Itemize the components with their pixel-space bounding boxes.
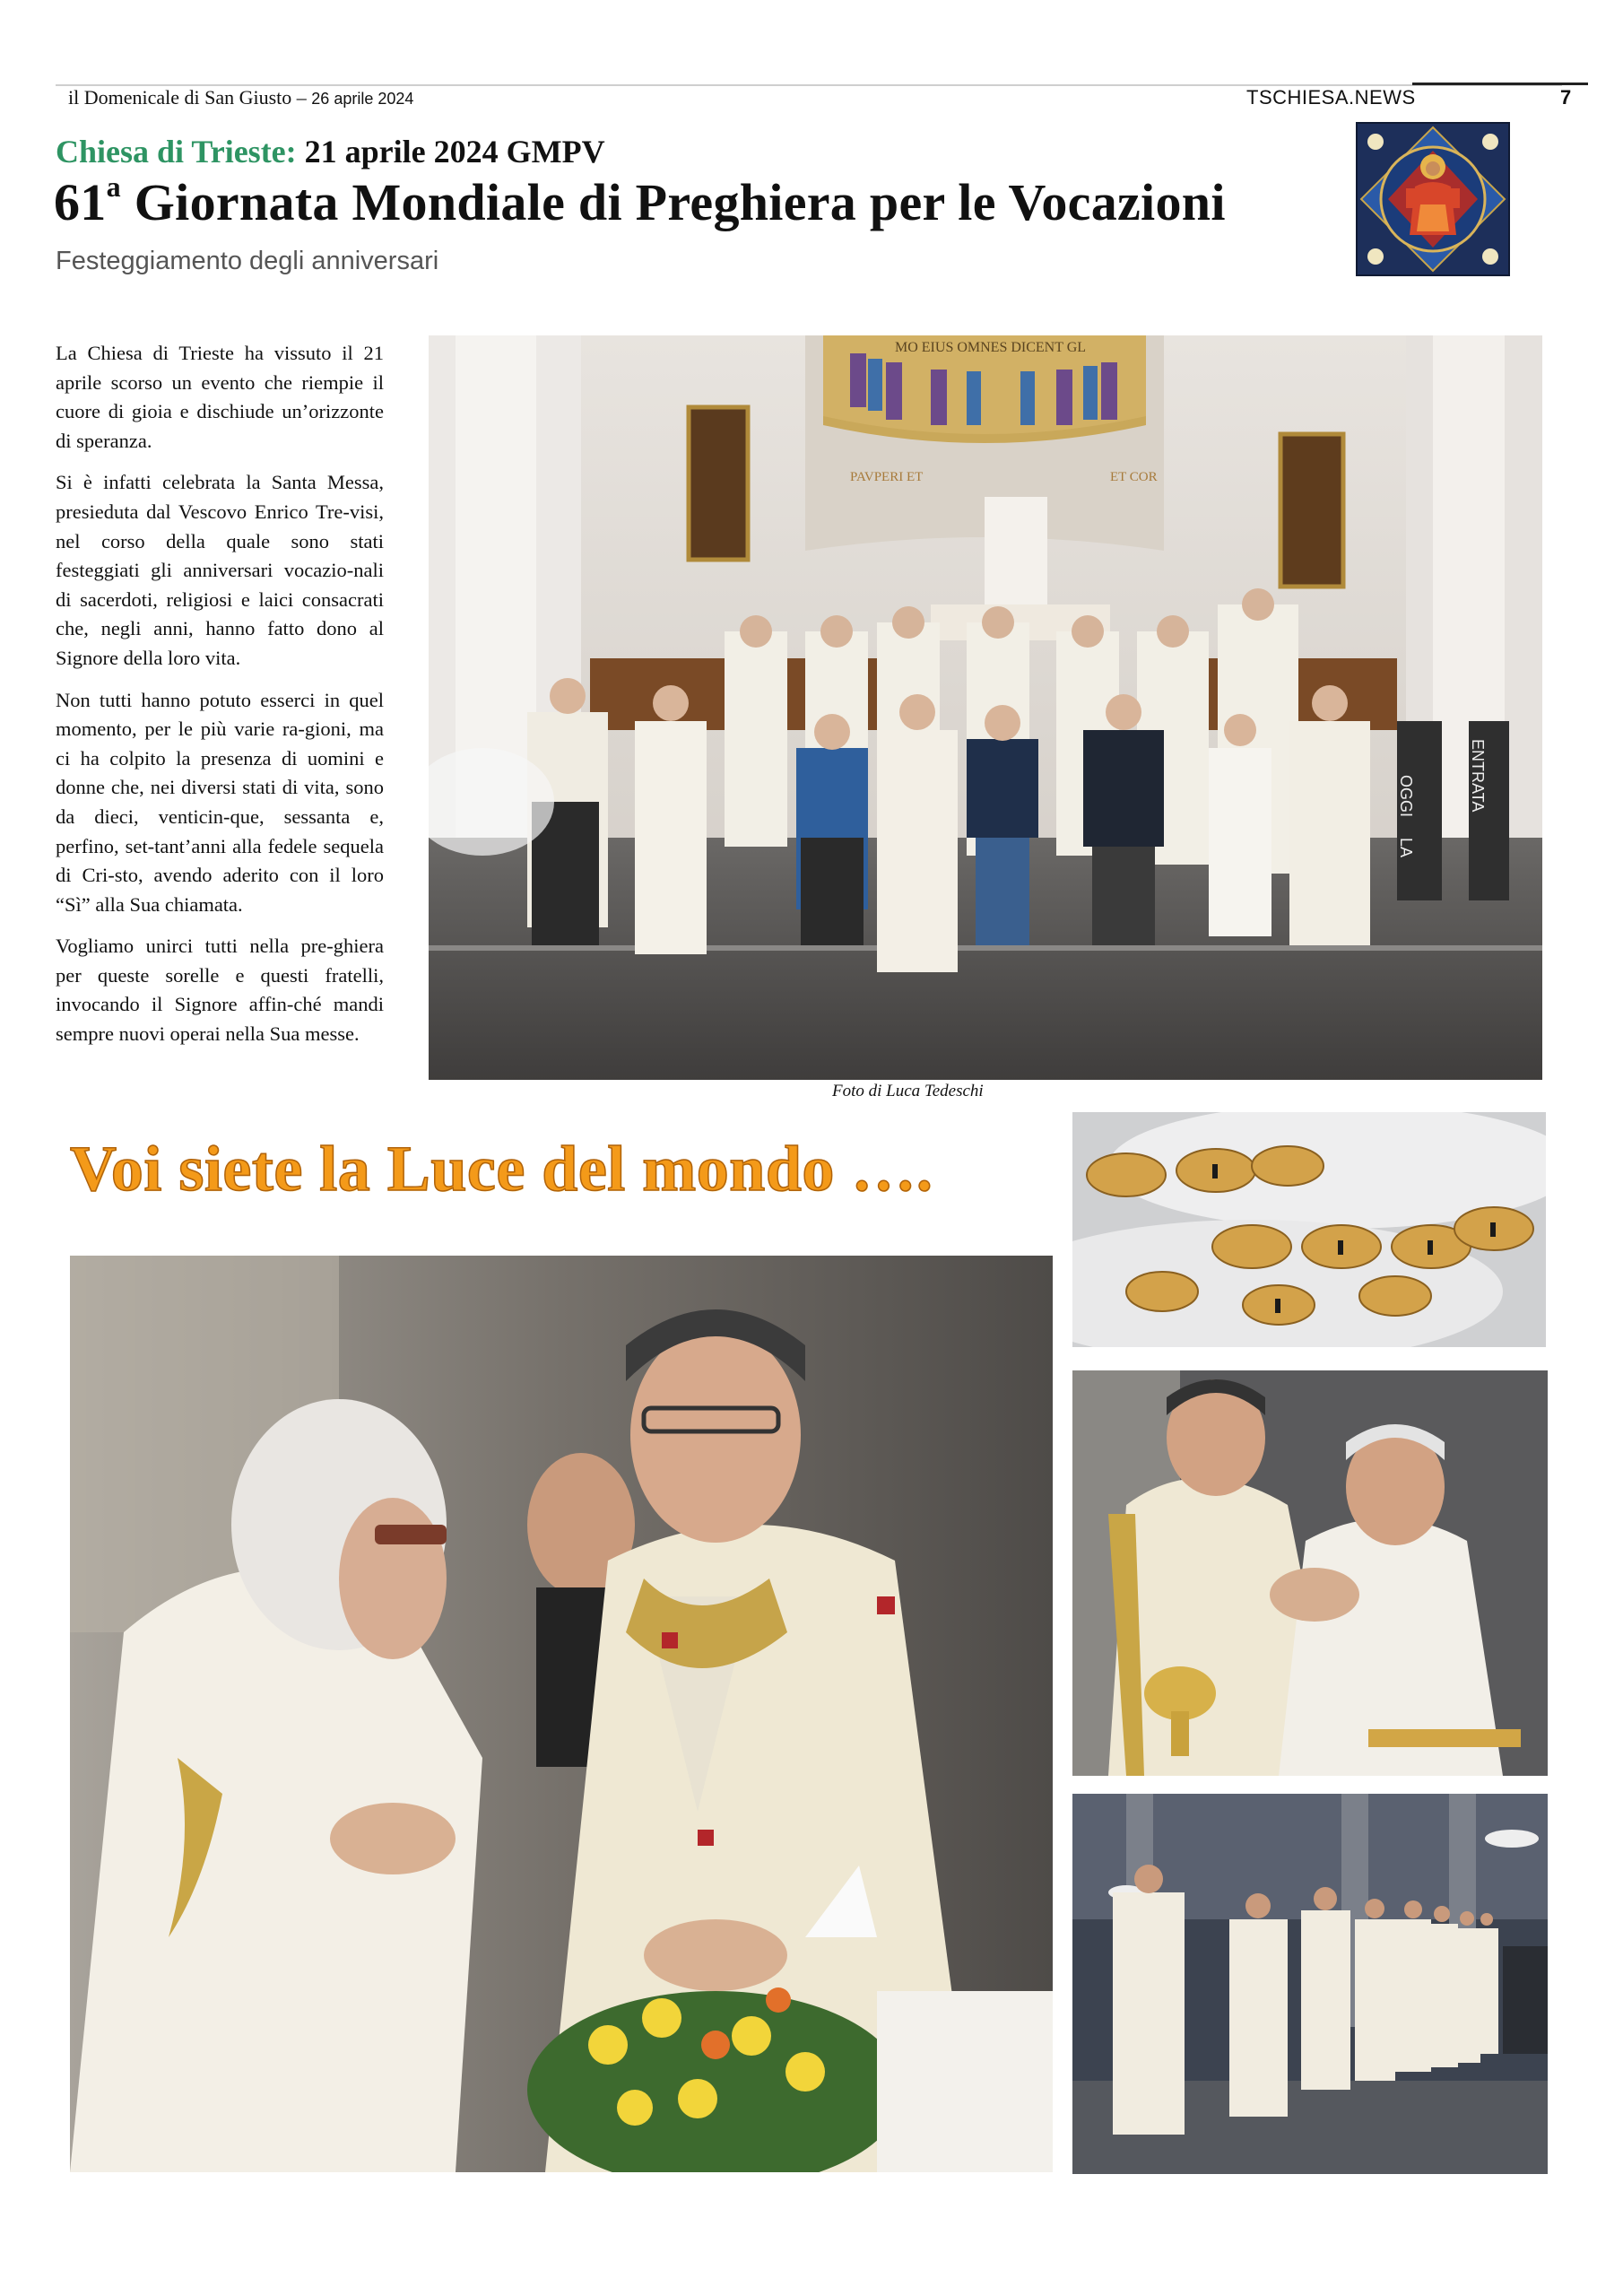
- kicker-place: Chiesa di Trieste:: [56, 134, 297, 170]
- paragraph: Non tutti hanno potuto esserci in quel momento, per le più varie ra-gioni, ma ci ha colpito la presenza di uomini e donne che, nei diversi stati di vita, sono da dieci, venticin-que, sessanta e, perfino, set-tant’anni alla fedele sequela di Cri-sto, avendo aderito con il loro “Sì” alla Sua chiamata.: [56, 688, 384, 916]
- sign-text: LA: [1397, 838, 1415, 858]
- group-photo: [429, 335, 1542, 1080]
- headline-text: Giornata Mondiale di Preghiera per le Vocazioni: [134, 173, 1226, 231]
- sign-text: OGGI: [1397, 775, 1415, 818]
- header-site[interactable]: TSCHIESA.NEWS: [1246, 86, 1416, 109]
- publication-name: il Domenicale di San Giusto: [68, 86, 292, 109]
- sign-text: ENTRATA: [1469, 739, 1487, 813]
- header-rule-accent: [1412, 83, 1588, 85]
- embrace-photo: [70, 1256, 1053, 2172]
- oil-lamps-photo: [1072, 1112, 1546, 1347]
- kicker-date: 21 aprile 2024 GMPV: [304, 134, 605, 170]
- christ-icon-image: [1356, 122, 1510, 276]
- header-separator: –: [291, 86, 312, 109]
- page-number: 7: [1560, 86, 1572, 109]
- subtitle: Festeggiamento degli anniversari: [56, 247, 439, 275]
- header-publication: [68, 86, 413, 109]
- paragraph: La Chiesa di Trieste ha vissuto il 21 aprile scorso un evento che riempie il cuore di gioia e dischiude un’orizzonte di speranza.: [56, 342, 384, 452]
- bishop-greeting-photo: [1072, 1370, 1548, 1776]
- slogan: Voi siete la Luce del mondo ….: [70, 1133, 933, 1205]
- paragraph: Si è infatti celebrata la Santa Messa, presieduta dal Vescovo Enrico Tre-visi, nel corso della quale sono stati festeggiati gli anniversari vocazio-nali di sacerdoti, religiosi e laici consacrati che, negli anni, hanno fatto dono al Signore della loro vita.: [56, 471, 384, 669]
- headline: [54, 170, 1226, 232]
- article-body: [56, 339, 384, 1062]
- photo-caption: Foto di Luca Tedeschi: [832, 1082, 984, 1100]
- kicker: [56, 133, 605, 170]
- headline-ordinal: a: [106, 170, 121, 203]
- arch-inscription-left: PAVPERI ET: [850, 470, 924, 484]
- header-date: 26 aprile 2024: [311, 90, 414, 108]
- procession-photo: [1072, 1794, 1548, 2174]
- apse-inscription: MO EIUS OMNES DICENT GL: [895, 340, 1087, 355]
- arch-inscription-right: ET COR: [1110, 470, 1158, 484]
- headline-number: 61: [54, 173, 107, 231]
- paragraph: Vogliamo unirci tutti nella pre-ghiera per queste sorelle e questi fratelli, invocando il Signore affin-ché mandi sempre nuovi operai nella Sua messe.: [56, 935, 384, 1046]
